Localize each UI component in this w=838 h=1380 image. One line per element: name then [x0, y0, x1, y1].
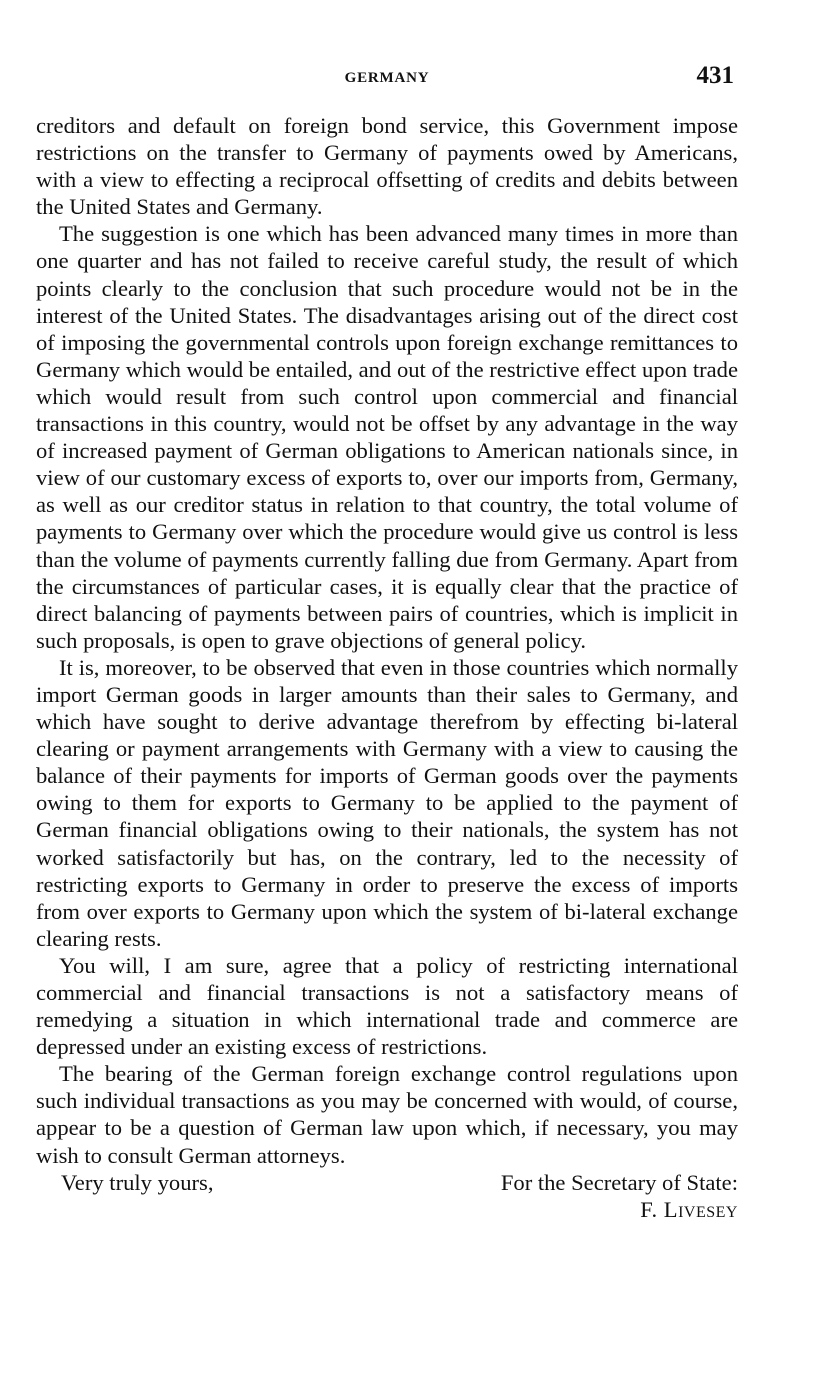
page-number: 431 [696, 62, 734, 89]
paragraph: It is, moreover, to be observed that even in those countries which normally import German goods in larger amounts than their sales to Germany, and which have sought to derive advantage therefrom by effecting bi-lateral clearing or payment arrangements with Germany with a view to causing the balance of their payments for imports of German goods over the payments owing to them for exports to Germany to be applied to the payment of German financial obligations owing to their nationals, the system has not worked satisfactorily but has, on the contrary, led to the necessity of restricting exports to Germany in order to preserve the excess of imports from over exports to Germany upon which the system of bi-lateral exchange clearing rests. [36, 654, 738, 951]
letter-body [36, 112, 738, 1223]
paragraph: You will, I am sure, agree that a policy of restricting international commercial and financial transactions is not a satisfactory means of remedying a situation in which international trade and commerce are depressed under an existing excess of restrictions. [36, 952, 738, 1060]
closing-line [36, 1169, 738, 1196]
running-title: GERMANY [344, 70, 430, 86]
salutation: Very truly yours, [61, 1169, 214, 1195]
paragraph: The suggestion is one which has been advanced many times in more than one quarter and has not failed to receive careful study, the result of which points clearly to the conclusion that such procedure would not be in the interest of the United States. The disadvantages arising out of the direct cost of imposing the governmental controls upon foreign exchange remittances to Germany which would be entailed, and out of the restrictive effect upon trade which would result from such control upon commercial and financial transactions in this country, would not be offset by any advantage in the way of increased payment of German obligations to American nationals since, in view of our customary excess of exports to, over our imports from, Germany, as well as our creditor status in relation to that country, the total volume of payments to Germany over which the procedure would give us control is less than the volume of payments currently falling due from Germany. Apart from the circumstances of particular cases, it is equally clear that the practice of direct balancing of payments between pairs of countries, which is implicit in such proposals, is open to grave objections of general policy. [36, 221, 738, 653]
paragraph-continued: creditors and default on foreign bond service, this Government impose restrictions on the transfer to Germany of payments owed by Americans, with a view to effecting a reciprocal offsetting of credits and debits between the United States and Germany. [36, 113, 738, 220]
signature-line [36, 1196, 738, 1223]
signature: F. Livesey [640, 1196, 738, 1222]
on-behalf-of: For the Secretary of State: [500, 1169, 738, 1195]
running-head [36, 62, 738, 94]
paragraph: The bearing of the German foreign exchange control regulations upon such individual transactions as you may be concerned with would, of course, appear to be a question of German law upon which, if necessary, you may wish to consult German attorneys. [36, 1061, 738, 1168]
